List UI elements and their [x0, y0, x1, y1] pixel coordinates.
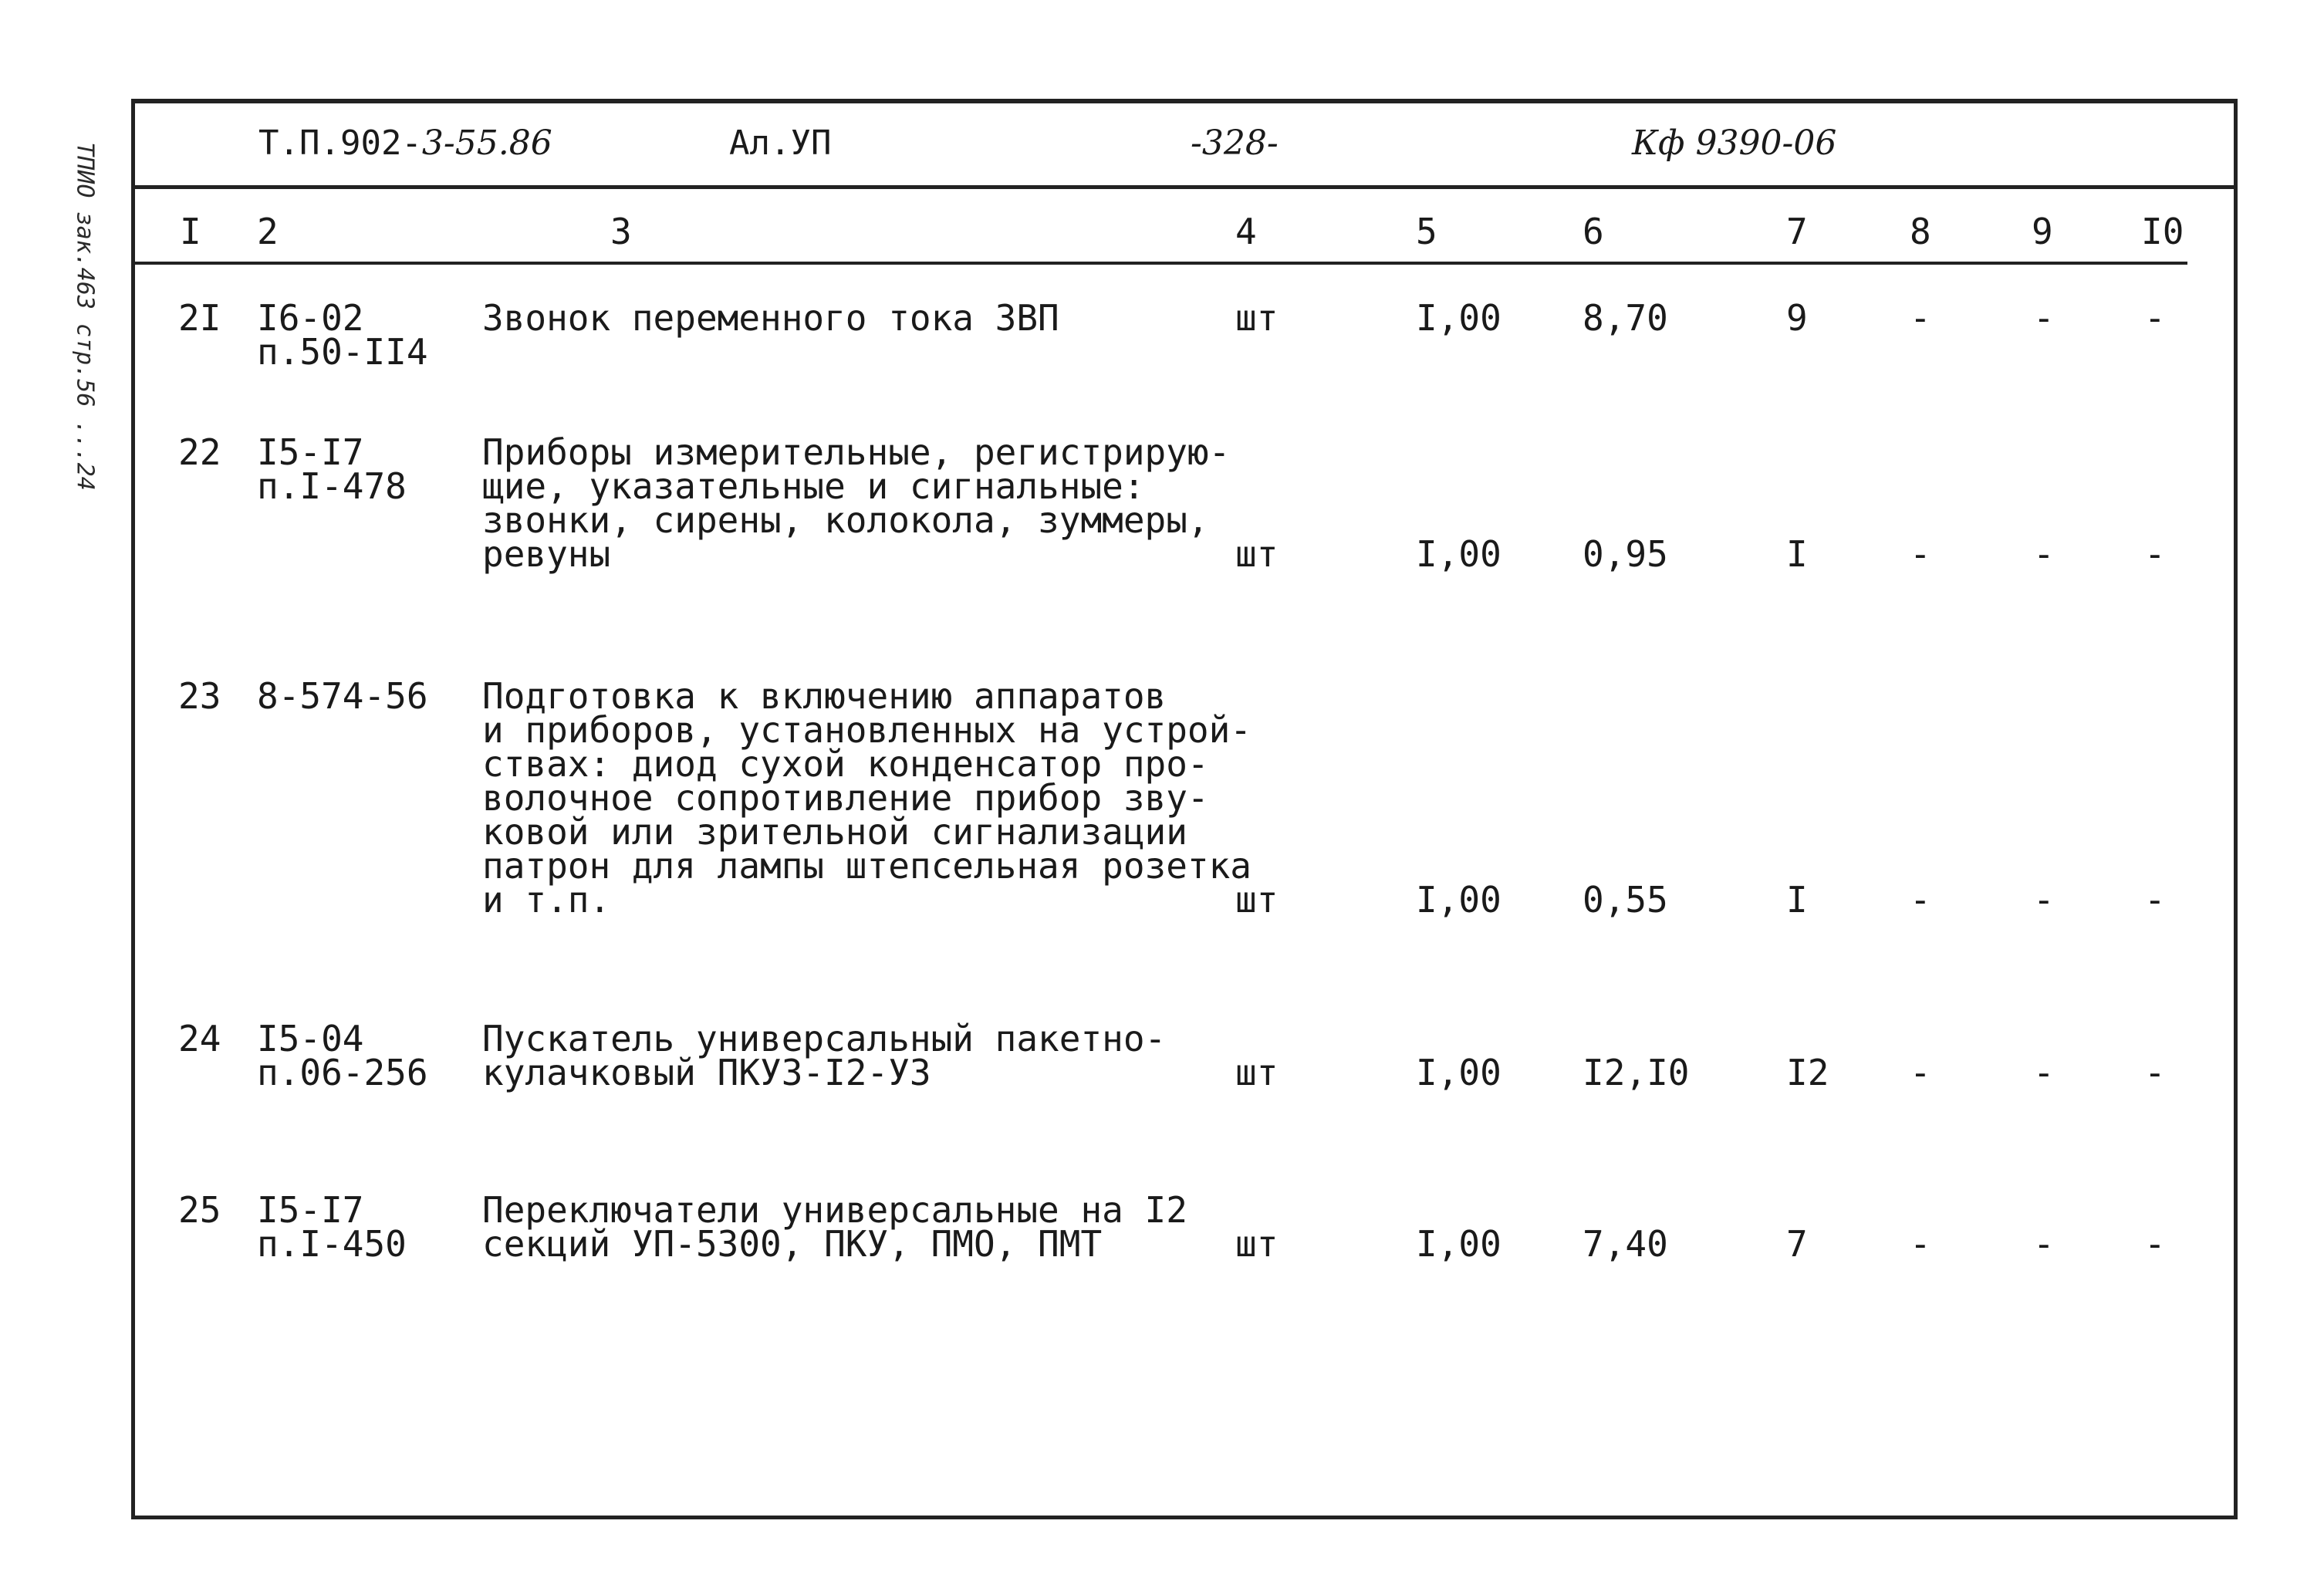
row-number: 24: [178, 1018, 221, 1059]
col-header-4: 4: [1235, 211, 1257, 252]
row-col8: -: [1910, 1052, 1931, 1093]
header-divider: [135, 262, 2187, 265]
row-unit: шт: [1235, 1052, 1279, 1093]
row-number: 25: [178, 1189, 221, 1231]
col-header-5: 5: [1416, 211, 1437, 252]
row-quantity: I,00: [1416, 879, 1501, 921]
row-code: 8-574-56: [257, 675, 428, 717]
album-label: Ал.УП: [729, 123, 832, 163]
row-total: 9: [1786, 297, 1808, 339]
doc-code-handwritten: 3-55.86: [421, 123, 552, 163]
col-header-10: I0: [2141, 211, 2184, 252]
doc-code: [258, 123, 552, 163]
row-col9: -: [2033, 297, 2055, 339]
row-unit: шт: [1235, 533, 1279, 575]
col-header-7: 7: [1786, 211, 1808, 252]
row-code: I5-04 п.06-256: [257, 1018, 428, 1093]
row-col9: -: [2033, 533, 2055, 575]
document-header: [135, 103, 2234, 189]
row-col8: -: [1910, 297, 1931, 339]
row-col10: -: [2144, 297, 2166, 339]
row-col8: -: [1910, 879, 1931, 921]
row-quantity: I,00: [1416, 297, 1501, 339]
row-col10: -: [2144, 879, 2166, 921]
row-total: I: [1786, 533, 1808, 575]
row-col9: -: [2033, 1052, 2055, 1093]
row-price: 0,55: [1583, 879, 1668, 921]
col-header-9: 9: [2032, 211, 2053, 252]
doc-code-printed: Т.П.902-: [258, 123, 422, 163]
row-unit: шт: [1235, 879, 1279, 921]
row-total: I2: [1786, 1052, 1829, 1093]
row-col9: -: [2033, 879, 2055, 921]
row-total: 7: [1786, 1223, 1808, 1265]
row-price: 7,40: [1583, 1223, 1668, 1265]
side-stamp-text: ТПИО зак.463 стр.56 ...24: [71, 142, 99, 491]
col-header-3: 3: [610, 211, 632, 252]
page-number: -328-: [1191, 123, 1279, 163]
row-number: 2I: [178, 297, 221, 339]
col-header-8: 8: [1910, 211, 1931, 252]
row-col8: -: [1910, 533, 1931, 575]
row-description: Приборы измерительные, регистрирую- щие, указательные и сигнальные: звонки, сирены, колокола, зуммеры, ревуны: [482, 431, 1231, 575]
row-price: I2,I0: [1583, 1052, 1690, 1093]
row-description: Переключатели универсальные на I2 секций УП-5300, ПКУ, ПМО, ПМТ: [482, 1189, 1187, 1265]
row-quantity: I,00: [1416, 1052, 1501, 1093]
row-total: I: [1786, 879, 1808, 921]
side-stamp: [62, 116, 108, 517]
row-col10: -: [2144, 533, 2166, 575]
row-col8: -: [1910, 1223, 1931, 1265]
row-unit: шт: [1235, 297, 1279, 339]
row-col10: -: [2144, 1223, 2166, 1265]
col-header-2: 2: [257, 211, 279, 252]
row-col9: -: [2033, 1223, 2055, 1265]
col-header-6: 6: [1583, 211, 1604, 252]
reference-code: Кф 9390-06: [1632, 123, 1837, 163]
column-headers: [135, 189, 2234, 262]
row-code: I6-02 п.50-II4: [257, 297, 428, 373]
row-number: 23: [178, 675, 221, 717]
row-description: Пускатель универсальный пакетно- кулачковый ПКУЗ-I2-УЗ: [482, 1018, 1167, 1093]
row-price: 8,70: [1583, 297, 1668, 339]
col-header-1: I: [180, 211, 201, 252]
row-price: 0,95: [1583, 533, 1668, 575]
row-col10: -: [2144, 1052, 2166, 1093]
row-unit: шт: [1235, 1223, 1279, 1265]
row-quantity: I,00: [1416, 533, 1501, 575]
row-description: Звонок переменного тока ЗВП: [482, 297, 1059, 339]
row-code: I5-I7 п.I-450: [257, 1189, 407, 1265]
document-frame: [131, 99, 2238, 1519]
row-description: Подготовка к включению аппаратов и приборов, установленных на устрой- ствах: диод сухой конденсатор про- волочное сопротивление прибор зву- ковой или зрительной сигнализации патрон для лампы штепсельная розетка и т.п.: [482, 675, 1252, 921]
row-code: I5-I7 п.I-478: [257, 431, 407, 507]
row-number: 22: [178, 431, 221, 473]
row-quantity: I,00: [1416, 1223, 1501, 1265]
